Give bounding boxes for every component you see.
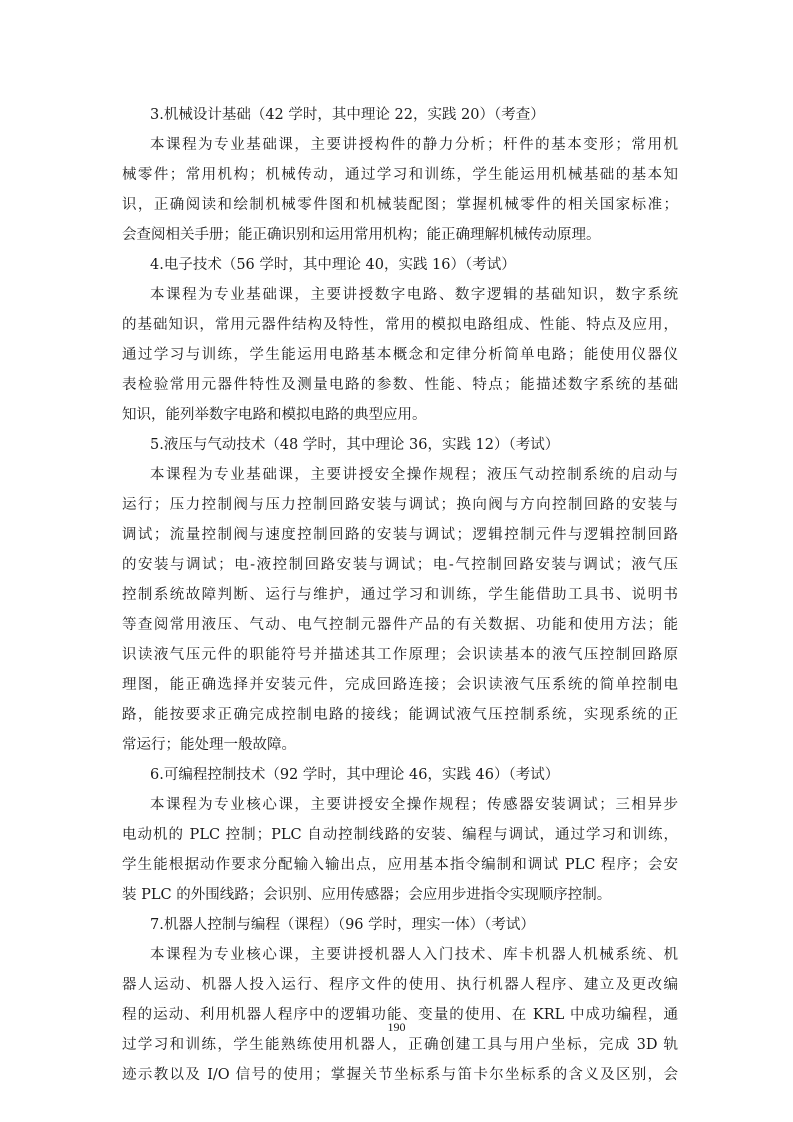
body-line: 等查阅常用液压、气动、电气控制元器件产品的有关数据、功能和使用方法；能 bbox=[122, 617, 678, 633]
body-line: 本课程为专业基础课，主要讲授安全操作规程；液压气动控制系统的启动与 bbox=[150, 467, 678, 483]
body-line: 控制系统故障判断、运行与维护，通过学习和训练，学生能借助工具书、说明书 bbox=[122, 587, 678, 603]
body-line: 调试；流量控制阀与速度控制回路的安装与调试；逻辑控制元件与逻辑控制回路 bbox=[122, 527, 678, 543]
body-line: 识读液气压元件的职能符号并描述其工作原理；会识读基本的液气压控制回路原 bbox=[122, 647, 678, 663]
body-line: 路，能按要求正确完成控制电路的接线；能调试液气压控制系统，实现系统的正 bbox=[122, 707, 678, 723]
body-line: 识，正确阅读和绘制机械零件图和机械装配图；掌握机械零件的相关国家标准； bbox=[122, 197, 678, 213]
section-heading: 5.液压与气动技术（48 学时，其中理论 36，实践 12）（考试） bbox=[150, 437, 560, 453]
body-line: 的基础知识，常用元器件结构及特性，常用的模拟电路组成、性能、特点及应用， bbox=[122, 317, 678, 333]
body-line: 迹示教以及 I/O 信号的使用；掌握关节坐标系与笛卡尔坐标系的含义及区别，会 bbox=[122, 1067, 678, 1083]
body-line: 运行；压力控制阀与压力控制回路安装与调试；换向阀与方向控制回路的安装与 bbox=[122, 497, 678, 513]
section-heading: 4.电子技术（56 学时，其中理论 40，实践 16）（考试） bbox=[150, 257, 516, 273]
body-line: 理图，能正确选择并安装元件，完成回路连接；会识读液气压系统的简单控制电 bbox=[122, 677, 678, 693]
section-heading: 3.机械设计基础（42 学时，其中理论 22，实践 20）（考查） bbox=[150, 107, 545, 123]
body-line: 程的运动、利用机器人程序中的逻辑功能、变量的使用、在 KRL 中成功编程，通 bbox=[122, 1007, 678, 1023]
body-line: 知识，能列举数字电路和模拟电路的典型应用。 bbox=[122, 407, 427, 423]
section-heading: 7.机器人控制与编程（课程）（96 学时，理实一体）（考试） bbox=[150, 917, 535, 933]
body-line: 本课程为专业核心课，主要讲授安全操作规程；传感器安装调试；三相异步 bbox=[150, 797, 678, 813]
page-number: 190 bbox=[387, 1020, 406, 1034]
body-line: 本课程为专业核心课，主要讲授机器人入门技术、库卡机器人机械系统、机 bbox=[150, 947, 678, 963]
body-line: 电动机的 PLC 控制；PLC 自动控制线路的安装、编程与调试，通过学习和训练， bbox=[122, 827, 678, 843]
body-line: 表检验常用元器件特性及测量电路的参数、性能、特点；能描述数字系统的基础 bbox=[122, 377, 678, 393]
body-line: 的安装与调试；电-液控制回路安装与调试；电-气控制回路安装与调试；液气压 bbox=[122, 557, 678, 573]
section-heading: 6.可编程控制技术（92 学时，其中理论 46，实践 46）（考试） bbox=[150, 767, 560, 783]
body-line: 过学习和训练，学生能熟练使用机器人，正确创建工具与用户坐标，完成 3D 轨 bbox=[122, 1037, 678, 1053]
body-line: 学生能根据动作要求分配输入输出点，应用基本指令编制和调试 PLC 程序；会安 bbox=[122, 857, 678, 873]
body-line: 器人运动、机器人投入运行、程序文件的使用、执行机器人程序、建立及更改编 bbox=[122, 977, 678, 993]
body-line: 通过学习与训练，学生能运用电路基本概念和定律分析简单电路；能使用仪器仪 bbox=[122, 347, 678, 363]
body-line: 械零件；常用机构；机械传动，通过学习和训练，学生能运用机械基础的基本知 bbox=[122, 167, 678, 183]
body-line: 本课程为专业基础课，主要讲授构件的静力分析；杆件的基本变形；常用机 bbox=[150, 137, 678, 153]
body-line: 常运行；能处理一般故障。 bbox=[122, 737, 296, 753]
body-line: 本课程为专业基础课，主要讲授数字电路、数字逻辑的基础知识，数字系统 bbox=[150, 287, 678, 303]
body-line: 装 PLC 的外围线路；会识别、应用传感器；会应用步进指令实现顺序控制。 bbox=[122, 887, 612, 903]
body-line: 会查阅相关手册；能正确识别和运用常用机构；能正确理解机械传动原理。 bbox=[122, 227, 601, 243]
